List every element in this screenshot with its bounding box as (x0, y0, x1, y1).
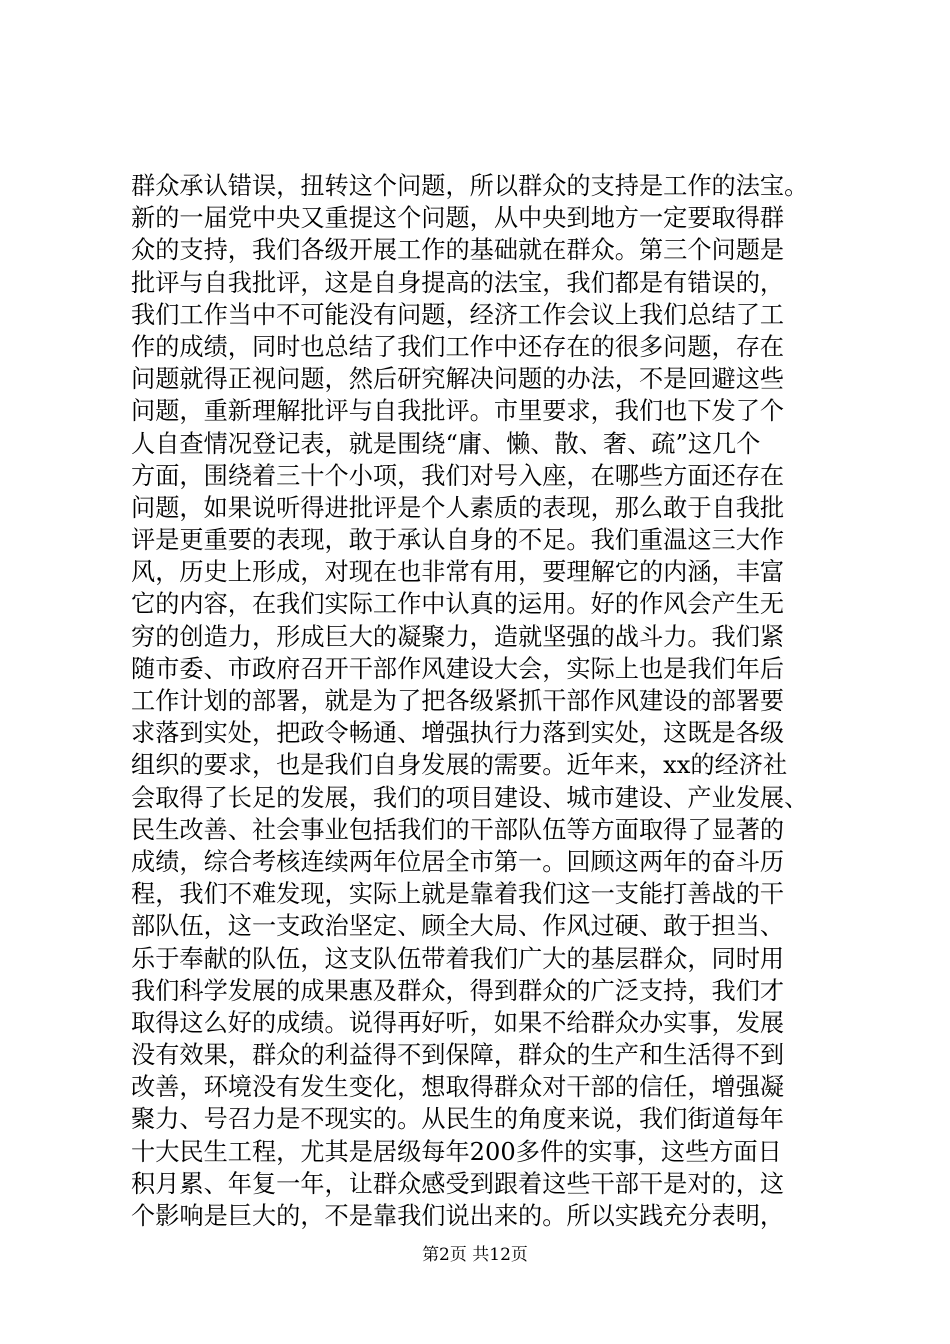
text-line: 评是更重要的表现，敢于承认自身的不足。我们重温这三大作 (131, 526, 785, 555)
text-line: 新的一届党中央又重提这个问题，从中央到地方一定要取得群 (131, 204, 785, 233)
text-line: 成绩，综合考核连续两年位居全市第一。回顾这两年的奋斗历 (131, 847, 785, 876)
text-line: 个影响是巨大的，不是靠我们说出来的。所以实践充分表明， (131, 1202, 785, 1230)
text-line: 众的支持，我们各级开展工作的基础就在群众。第三个问题是 (131, 236, 785, 265)
text-line: 程，我们不难发现，实际上就是靠着我们这一支能打善战的干 (131, 880, 785, 909)
text-line: 随市委、市政府召开干部作风建设大会，实际上也是我们年后 (131, 654, 785, 683)
text-line: 问题，重新理解批评与自我批评。市里要求，我们也下发了个 (131, 397, 785, 426)
text-line: 我们工作当中不可能没有问题，经济工作会议上我们总结了工 (131, 300, 785, 329)
text-line: 没有效果，群众的利益得不到保障，群众的生产和生活得不到 (131, 1041, 785, 1070)
text-line: 部队伍，这一支政治坚定、顾全大局、作风过硬、敢于担当、 (131, 912, 785, 941)
text-line: 民生改善、社会事业包括我们的干部队伍等方面取得了显著的 (131, 815, 785, 844)
text-line: 穷的创造力，形成巨大的凝聚力，造就坚强的战斗力。我们紧 (131, 622, 785, 651)
text-line: 方面，围绕着三十个小项，我们对号入座，在哪些方面还存在 (131, 461, 785, 490)
text-line: 问题就得正视问题，然后研究解决问题的办法，不是回避这些 (131, 365, 785, 394)
text-line: 积月累、年复一年，让群众感受到跟着这些干部干是对的，这 (131, 1169, 785, 1198)
page-number-label: 第2页 共12页 (422, 1245, 528, 1265)
text-line: 它的内容，在我们实际工作中认真的运用。好的作风会产生无 (131, 590, 785, 619)
text-line: 求落到实处，把政令畅通、增强执行力落到实处，这既是各级 (131, 719, 785, 748)
text-line: 问题，如果说听得进批评是个人素质的表现，那么敢于自我批 (131, 493, 785, 522)
text-line: 群众承认错误，扭转这个问题，所以群众的支持是工作的法宝。 (131, 172, 809, 200)
text-line: 我们科学发展的成果惠及群众，得到群众的广泛支持，我们才 (131, 976, 785, 1005)
text-line: 工作计划的部署，就是为了把各级紧抓干部作风建设的部署要 (131, 687, 785, 715)
text-line: 人自查情况登记表，就是围绕“庸、懒、散、奢、疏”这几个 (131, 429, 761, 458)
text-line: 组织的要求，也是我们自身发展的需要。近年来，xx的经济社 (131, 751, 788, 780)
text-line: 风，历史上形成，对现在也非常有用，要理解它的内涵，丰富 (131, 558, 785, 587)
text-line: 批评与自我批评，这是自身提高的法宝，我们都是有错误的， (131, 268, 785, 297)
text-line: 取得这么好的成绩。说得再好听，如果不给群众办实事，发展 (131, 1008, 785, 1037)
text-line: 聚力、号召力是不现实的。从民生的角度来说，我们街道每年 (131, 1105, 785, 1134)
text-line: 乐于奉献的队伍，这支队伍带着我们广大的基层群众，同时用 (131, 944, 785, 973)
text-line: 会取得了长足的发展，我们的项目建设、城市建设、产业发展、 (131, 783, 809, 812)
text-line: 十大民生工程，尤其是居级每年200多件的实事，这些方面日 (131, 1137, 782, 1166)
page-footer (0, 1244, 950, 1266)
body-text (131, 170, 831, 1232)
text-line: 改善，环境没有发生变化，想取得群众对干部的信任，增强凝 (131, 1073, 785, 1102)
text-line: 作的成绩，同时也总结了我们工作中还存在的很多问题，存在 (131, 332, 785, 361)
